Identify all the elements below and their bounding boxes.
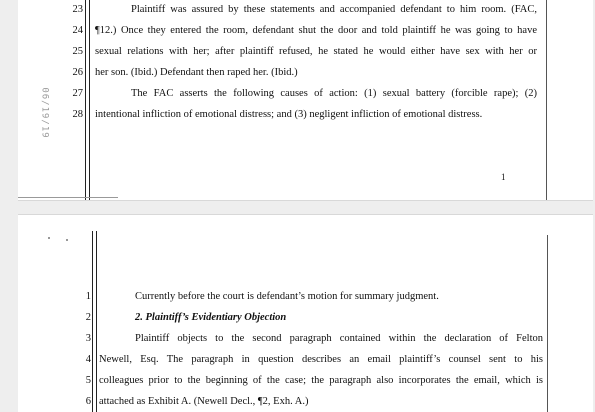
document-page-1 (18, 0, 593, 201)
line-number: 24 (72, 25, 83, 36)
filing-date-stamp: 06/19/19 (39, 87, 50, 139)
body-line: Currently before the court is defendant’s motion for summary judgment. (135, 291, 439, 302)
body-line: ¶12.) Once they entered the room, defendant shut the door and told plaintiff he was going to have (95, 25, 537, 36)
margin-line-right (547, 235, 548, 412)
line-number: 28 (72, 109, 83, 120)
scan-speck (66, 239, 68, 241)
line-number: 25 (72, 46, 83, 57)
document-page-2 (18, 214, 593, 412)
footer-rule (18, 197, 118, 198)
body-line: Newell, Esq. The paragraph in question describes an email plaintiff’s counsel sent to his (99, 354, 543, 365)
body-line: Plaintiff objects to the second paragraph contained within the declaration of Felton (135, 333, 543, 344)
line-number: 3 (85, 333, 91, 344)
line-number: 1 (85, 291, 91, 302)
line-number: 5 (85, 375, 91, 386)
scan-speck (48, 237, 50, 239)
body-line: Plaintiff was assured by these statements and accompanied defendant to him room. (FAC, (131, 4, 537, 15)
section-heading: 2. Plaintiff’s Evidentiary Objection (135, 312, 287, 323)
body-line: her son. (Ibid.) Defendant then raped her. (Ibid.) (95, 67, 298, 78)
margin-line-left-outer (92, 231, 93, 412)
body-line: attached as Exhibit A. (Newell Decl., ¶2, Exh. A.) (99, 396, 309, 407)
body-line: colleagues prior to the beginning of the case; the paragraph also incorporates the email, which is (99, 375, 543, 386)
margin-line-right (546, 0, 547, 200)
margin-line-left-outer (85, 0, 86, 200)
margin-line-left-inner (96, 231, 97, 412)
margin-line-left-inner (89, 0, 90, 200)
line-number: 2 (85, 312, 91, 323)
line-number: 26 (72, 67, 83, 78)
body-line: The FAC asserts the following causes of action: (1) sexual battery (forcible rape); (2) (131, 88, 537, 99)
line-number: 27 (72, 88, 83, 99)
line-number: 23 (72, 4, 83, 15)
page-number: 1 (501, 172, 506, 182)
line-number: 6 (85, 396, 91, 407)
body-line: intentional infliction of emotional distress; and (3) negligent infliction of emotional distress. (95, 109, 483, 120)
body-line: sexual relations with her; after plaintiff refused, he stated he would either have sex with her or (95, 46, 537, 57)
line-number: 4 (85, 354, 91, 365)
